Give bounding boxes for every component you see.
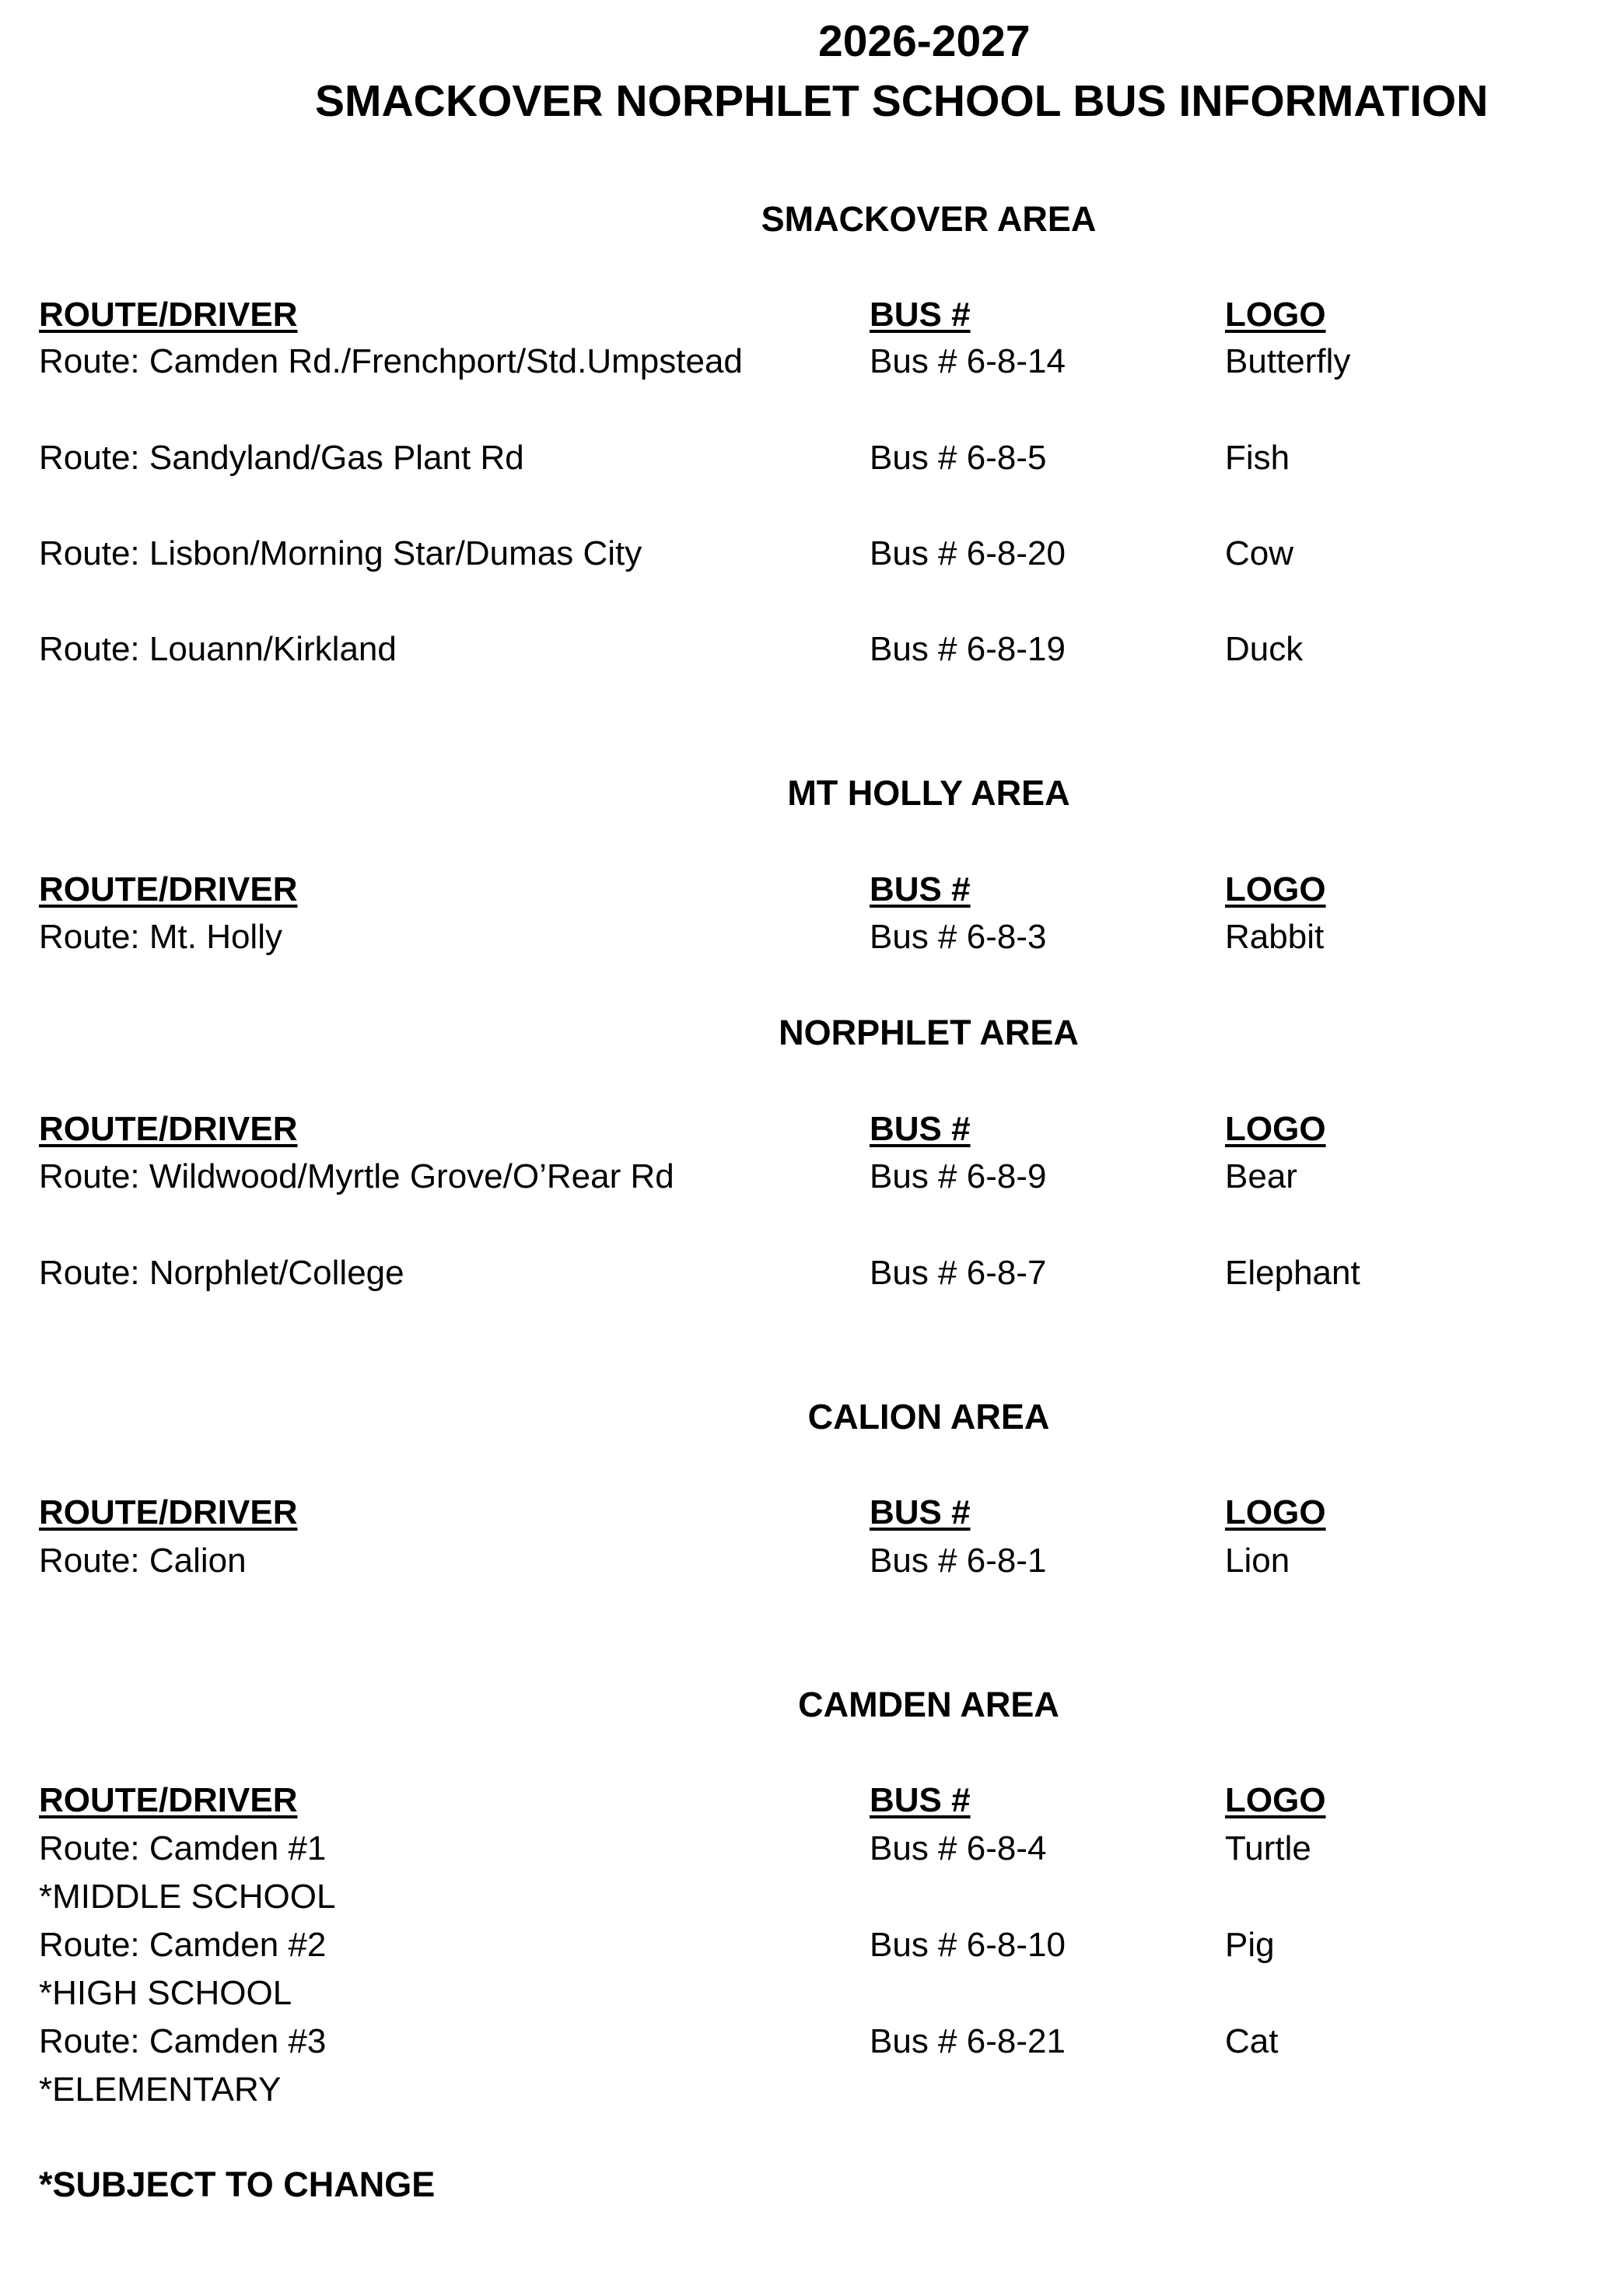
column-header-row	[0, 294, 1624, 338]
route-driver-header: ROUTE/DRIVER	[39, 1781, 298, 1819]
route-name: Route: Sandyland/Gas Plant Rd	[39, 439, 524, 477]
route-driver-header: ROUTE/DRIVER	[39, 1110, 298, 1148]
bus-number: Bus # 6-8-19	[870, 630, 1066, 668]
logo-header: LOGO	[1225, 1110, 1326, 1148]
bus-logo: Rabbit	[1225, 918, 1325, 956]
route-name: Route: Louann/Kirkland	[39, 630, 397, 668]
route-row	[0, 628, 1624, 672]
route-name: Route: Norphlet/College	[39, 1254, 404, 1292]
bus-info-page: 2026-2027 SMACKOVER NORPHLET SCHOOL BUS INFORMATION SMACKOVER AREA ROUTE/DRIVER BUS # LOGO Route: Camden Rd./Frenchport/Std.Umpstead Bus # 6-8-14 Butterfly Route: Sandyland/Gas Plant Rd Bus # 6-8-5 Fish Route: Lisbon/Morning Star/Dumas City Bus # 6-8-20 Cow Route: Louann/Kirkland Bus # 6-8-19 Duck MT HOLLY AREA ROUTE/DRIVER BUS # LOGO Route: Mt. Holly Bus # 6-8-3 Rabbit NORPHLET AREA ROUTE/DRIVER BUS # LOGO Route: Wildwood/Myrtle Grove/O’Rear Rd Bus # 6-8-9 Bear Route: Norphlet/College Bus # 6-8-7 Elephant CALION AREA ROUTE/DRIVER BUS # LOGO Route: Calion Bus # 6-8-1 Lion CAMDEN AREA ROUTE/DRIVER BUS # LOGO Route: Camden #1 Bus # 6-8-4 Turtle *MIDDLE SCHOOL Route: Camden #2 Bus # 6-8-10 Pig *HIGH SCHOOL Route: Camden #3 Bus # 6-8-21 Cat *ELEMENTARY *SUBJECT TO CHANGE	[0, 0, 1624, 2275]
route-driver-header: ROUTE/DRIVER	[39, 1493, 298, 1531]
bus-logo: Cat	[1225, 2022, 1279, 2060]
subject-to-change-notice: *SUBJECT TO CHANGE	[39, 2165, 436, 2204]
area-heading-mt-holly: MT HOLLY AREA	[787, 773, 1070, 813]
bus-logo: Elephant	[1225, 1254, 1360, 1292]
route-name: Route: Camden #3	[39, 2022, 327, 2060]
bus-logo: Duck	[1225, 630, 1304, 668]
route-row	[0, 533, 1624, 576]
bus-number: Bus # 6-8-14	[870, 342, 1066, 380]
route-name: Route: Lisbon/Morning Star/Dumas City	[39, 534, 642, 572]
bus-logo: Bear	[1225, 1157, 1297, 1195]
bus-number: Bus # 6-8-1	[870, 1542, 1047, 1580]
bus-logo: Pig	[1225, 1926, 1275, 1964]
route-row	[0, 1156, 1624, 1199]
area-heading-calion: CALION AREA	[807, 1397, 1050, 1437]
logo-header: LOGO	[1225, 1781, 1326, 1819]
area-heading-smackover: SMACKOVER AREA	[761, 199, 1097, 239]
column-header-row	[0, 1108, 1624, 1152]
route-note: *MIDDLE SCHOOL	[39, 1878, 336, 1916]
area-heading-camden: CAMDEN AREA	[798, 1685, 1059, 1724]
bus-number: Bus # 6-8-7	[870, 1254, 1047, 1292]
route-name: Route: Calion	[39, 1542, 247, 1580]
bus-number-header: BUS #	[870, 296, 971, 334]
route-driver-header: ROUTE/DRIVER	[39, 870, 298, 908]
route-row	[0, 437, 1624, 481]
bus-logo: Turtle	[1225, 1829, 1311, 1867]
route-name: Route: Mt. Holly	[39, 918, 282, 956]
bus-number: Bus # 6-8-21	[870, 2022, 1066, 2060]
bus-number: Bus # 6-8-3	[870, 918, 1047, 956]
logo-header: LOGO	[1225, 296, 1326, 334]
route-row	[0, 916, 1624, 960]
route-name: Route: Wildwood/Myrtle Grove/O’Rear Rd	[39, 1157, 674, 1195]
bus-number: Bus # 6-8-9	[870, 1157, 1047, 1195]
route-name: Route: Camden #1	[39, 1829, 327, 1867]
bus-number-header: BUS #	[870, 1781, 971, 1819]
bus-number: Bus # 6-8-4	[870, 1829, 1047, 1867]
bus-logo: Butterfly	[1225, 342, 1351, 380]
route-row	[0, 1540, 1624, 1584]
bus-logo: Cow	[1225, 534, 1294, 572]
route-row	[0, 1924, 1624, 1968]
route-name: Route: Camden Rd./Frenchport/Std.Umpstead	[39, 342, 743, 380]
column-header-row	[0, 1780, 1624, 1823]
route-row	[0, 1828, 1624, 1871]
column-header-row	[0, 869, 1624, 912]
route-driver-header: ROUTE/DRIVER	[39, 296, 298, 334]
bus-number-header: BUS #	[870, 870, 971, 908]
route-note: *HIGH SCHOOL	[39, 1974, 292, 2012]
route-row	[0, 341, 1624, 384]
route-row	[0, 2021, 1624, 2064]
route-name: Route: Camden #2	[39, 1926, 327, 1964]
route-note: *ELEMENTARY	[39, 2070, 282, 2109]
area-heading-norphlet: NORPHLET AREA	[779, 1013, 1079, 1052]
logo-header: LOGO	[1225, 1493, 1326, 1531]
bus-number: Bus # 6-8-10	[870, 1926, 1066, 1964]
bus-number-header: BUS #	[870, 1493, 971, 1531]
bus-number: Bus # 6-8-5	[870, 439, 1047, 477]
bus-number: Bus # 6-8-20	[870, 534, 1066, 572]
logo-header: LOGO	[1225, 870, 1326, 908]
bus-logo: Fish	[1225, 439, 1290, 477]
bus-logo: Lion	[1225, 1542, 1290, 1580]
bus-number-header: BUS #	[870, 1110, 971, 1148]
column-header-row	[0, 1492, 1624, 1535]
route-row	[0, 1252, 1624, 1296]
